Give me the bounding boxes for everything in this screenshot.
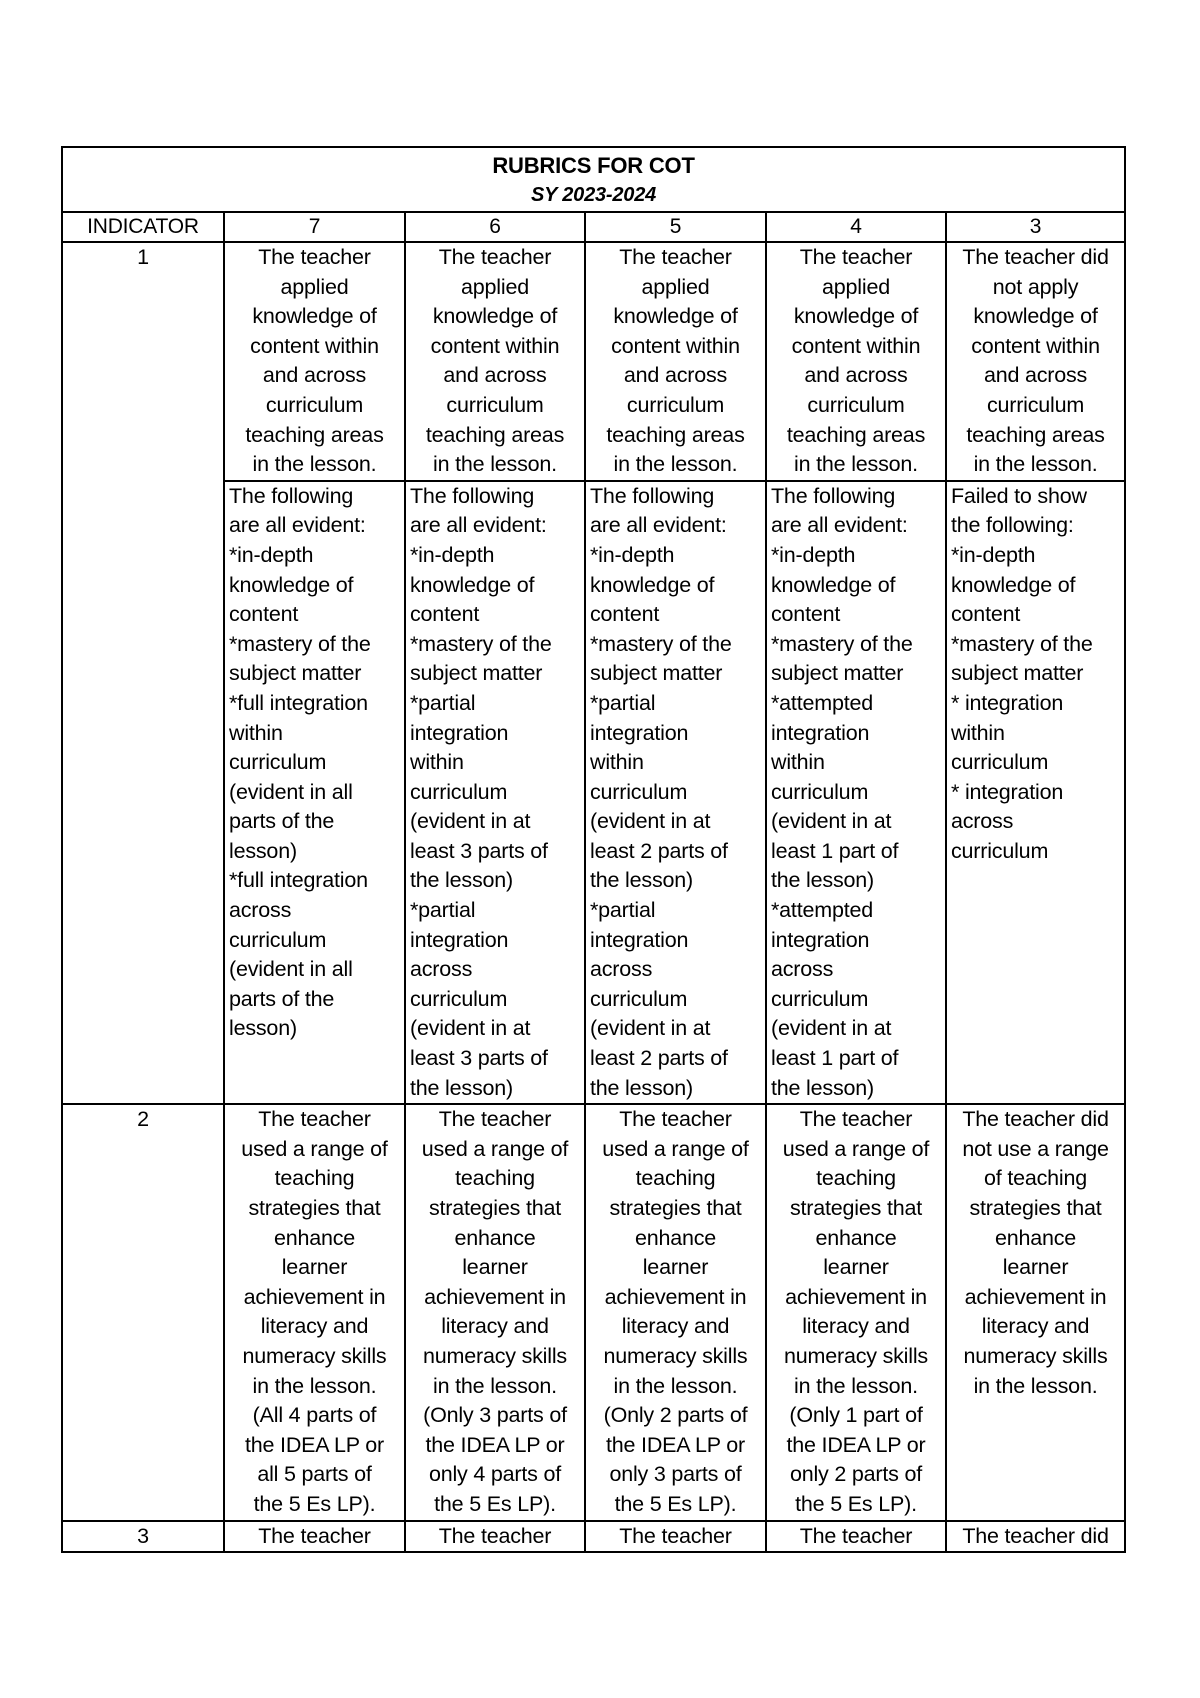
rubric-line: teaching areas [425,422,565,447]
rubric-title: RUBRICS FOR COT [492,153,695,178]
rubric-line: strategies that [969,1196,1102,1220]
title-row [62,147,1125,212]
rubric-line: integration [410,927,509,952]
rubric-cell [224,1521,405,1553]
rubric-line: curriculum [229,927,327,952]
rubric-line: teaching [274,1166,355,1191]
rubric-line: knowledge of [973,304,1098,329]
rubric-cell [405,242,585,481]
rubric-line: not use a range [962,1136,1109,1161]
rubric-line: content within [611,333,740,358]
rubric-cell [585,242,766,481]
rubric-line: knowledge of [229,572,354,597]
rubric-line: the IDEA LP or [244,1432,385,1457]
rubric-line: * integration [951,690,1064,715]
rubric-line: only 3 parts of [609,1462,742,1487]
rubric-line: the lesson) [771,1075,874,1100]
rubric-line: (evident in at [410,809,531,834]
rubric-line: *partial [410,690,476,715]
rubric-line: across [410,957,473,982]
rubric-line: subject matter [229,661,362,686]
rubric-cell [766,1104,946,1520]
rubric-line: the lesson) [410,868,513,893]
rubric-line: the following: [951,513,1074,538]
indicator-3-label: 3 [62,1521,224,1553]
rubric-line: least 1 part of [771,838,899,863]
indicator-1-label: 1 [62,242,224,1104]
rubric-line: curriculum [807,392,905,417]
rubric-line: *mastery of the [951,631,1093,656]
rubric-line: subject matter [951,661,1084,686]
rubric-line: in the lesson. [613,452,738,477]
rubric-cell [766,1521,946,1553]
rubric-line: subject matter [771,661,904,686]
rubric-line: least 2 parts of [590,1046,728,1071]
rubric-line: the lesson) [590,868,693,893]
rubric-line: content within [430,333,560,358]
rubric-line: The teacher [258,245,371,269]
rubric-line: in the lesson. [794,1373,918,1398]
rubric-line: teaching [816,1166,896,1191]
rubric-line: integration [410,720,509,745]
rubric-line: learner [1002,1255,1069,1280]
rubric-line: applied [280,274,349,299]
rubric-line: strategies that [428,1196,562,1220]
rubric-line: the lesson) [771,868,874,893]
rubric-line: within [410,750,464,775]
rubric-line: teaching areas [245,422,384,447]
rubric-cell [405,481,585,1104]
rubric-line: The teacher [799,245,913,269]
rubric-line: *partial [590,690,656,715]
rubric-line: knowledge of [793,304,919,329]
rubric-line: the IDEA LP or [786,1432,926,1457]
rubric-line: knowledge of [771,572,896,597]
rubric-line: The teacher [799,1107,913,1132]
header-score-3: 3 [946,212,1125,242]
rubric-line: The teacher [619,1107,732,1132]
rubric-line: all 5 parts of [257,1462,372,1487]
rubric-line: *in-depth [229,542,314,567]
rubric-line: The following [590,483,715,508]
rubric-line: *partial [410,898,476,923]
rubric-line: literacy and [441,1314,549,1339]
rubric-cell [224,1104,405,1520]
rubric-line: the IDEA LP or [605,1432,746,1457]
indicator-2-label: 2 [62,1104,224,1520]
rubric-line: knowledge of [410,572,535,597]
rubric-line: *in-depth [951,542,1036,567]
rubric-line: (evident in at [410,1016,531,1041]
rubric-cell [405,1521,585,1553]
rubric-line: least 3 parts of [410,838,548,863]
rubric-line: across [771,957,834,982]
rubric-line: teaching [635,1166,716,1191]
rubric-line: enhance [454,1225,536,1250]
indicator-2-row [62,1104,1125,1520]
rubric-line: the 5 Es LP). [434,1491,556,1516]
rubric-line: across [229,898,292,923]
rubric-line: *in-depth [410,542,495,567]
rubric-line: curriculum [590,779,688,804]
rubric-cell [224,242,405,481]
rubric-line: achievement in [424,1284,566,1309]
rubric-line: the 5 Es LP). [253,1491,376,1516]
rubric-line: within [771,750,825,775]
rubric-line: The following [771,483,896,508]
rubric-cell [585,1104,766,1520]
rubric-line: knowledge of [590,572,715,597]
rubric-line: curriculum [410,779,508,804]
rubric-line: are all evident: [229,513,366,538]
indicator-1-row-a [62,242,1125,481]
rubric-line: integration [590,927,689,952]
rubric-line: used a range of [782,1136,930,1161]
rubric-line: The teacher [619,245,732,269]
rubric-line: strategies that [609,1196,742,1220]
rubric-line: (All 4 parts of [252,1403,377,1428]
rubric-line: The teacher [258,1107,371,1132]
rubric-line: within [590,750,644,775]
rubric-line: in the lesson. [252,1373,377,1398]
rubric-line: The teacher [438,245,552,269]
rubric-line: The teacher [438,1107,552,1132]
rubric-line: used a range of [241,1136,388,1161]
rubric-line: subject matter [590,661,723,686]
rubric-line: least 1 part of [771,1046,899,1071]
rubric-line: numeracy skills [784,1343,928,1368]
rubric-line: achievement in [964,1284,1107,1309]
rubric-line: within [229,720,283,745]
rubric-line: curriculum [265,392,364,417]
rubric-line: subject matter [410,661,543,686]
rubric-line: *attempted [771,690,873,715]
rubric-line: the 5 Es LP). [795,1491,917,1516]
rubric-line: The teacher did [962,245,1109,269]
rubric-line: least 3 parts of [410,1046,548,1071]
rubric-line: parts of the [229,809,335,834]
rubric-line: enhance [994,1225,1077,1250]
rubric-line: (evident in all [229,957,353,982]
rubric-line: are all evident: [771,513,908,538]
rubric-line: The teacher [619,1523,732,1548]
rubric-line: *full integration [229,690,368,715]
header-indicator: INDICATOR [62,212,224,242]
rubric-line: curriculum [590,986,688,1011]
rubric-line: lesson) [229,1016,297,1041]
rubric-line: teaching areas [786,422,926,447]
rubric-line: content [951,602,1021,627]
rubric-line: (evident in all [229,779,353,804]
rubric-line: numeracy skills [963,1343,1108,1368]
rubric-line: used a range of [602,1136,749,1161]
rubric-line: *attempted [771,898,873,923]
rubric-line: Failed to show [951,483,1087,508]
rubric-line: and across [262,363,367,388]
rubric-line: across [951,809,1014,834]
rubric-line: content [590,602,660,627]
rubric-line: curriculum [410,986,508,1011]
rubric-line: integration [771,927,870,952]
rubric-cell [946,242,1125,481]
rubric-line: in the lesson. [433,1373,557,1398]
rubric-line: *mastery of the [410,631,552,656]
rubric-line: The teacher [799,1523,913,1548]
rubric-line: knowledge of [432,304,558,329]
rubric-line: applied [461,274,529,299]
rubric-line: content within [791,333,921,358]
rubric-cell [405,1104,585,1520]
rubric-line: The teacher [438,1523,552,1548]
rubric-cell [585,1521,766,1553]
rubric-line: learner [823,1255,889,1280]
title-cell [62,147,1125,212]
rubric-line: curriculum [951,838,1049,863]
rubric-line: content [771,602,841,627]
rubric-line: *mastery of the [590,631,732,656]
rubric-line: not apply [992,274,1079,299]
rubric-line: (Only 2 parts of [603,1403,748,1428]
rubric-line: least 2 parts of [590,838,728,863]
rubric-line: curriculum [986,392,1085,417]
rubric-line: are all evident: [410,513,547,538]
rubric-line: *in-depth [771,542,856,567]
indicator-3-row [62,1521,1125,1553]
rubric-line: (evident in at [590,809,711,834]
rubric-line: curriculum [446,392,544,417]
rubric-line: curriculum [771,779,869,804]
rubric-line: *full integration [229,868,368,893]
rubric-line: and across [804,363,908,388]
rubric-line: *in-depth [590,542,675,567]
rubric-cell [224,481,405,1104]
rubric-line: in the lesson. [252,452,377,477]
header-score-4: 4 [766,212,946,242]
rubric-line: strategies that [789,1196,923,1220]
rubric-line: literacy and [621,1314,730,1339]
rubric-line: in the lesson. [613,1373,738,1398]
header-score-5: 5 [585,212,766,242]
rubric-line: numeracy skills [603,1343,748,1368]
rubric-cell [585,481,766,1104]
rubric-line: *mastery of the [229,631,371,656]
rubric-line: curriculum [229,750,327,775]
rubric-line: are all evident: [590,513,727,538]
header-score-7: 7 [224,212,405,242]
rubric-line: learner [642,1255,709,1280]
rubric-line: curriculum [951,750,1049,775]
rubric-line: (Only 3 parts of [423,1403,567,1428]
rubric-line: content within [250,333,379,358]
rubric-cell [766,481,946,1104]
rubric-line: (evident in at [771,809,892,834]
rubric-line: The following [229,483,354,508]
rubric-line: enhance [634,1225,717,1250]
rubric-line: in the lesson. [433,452,557,477]
rubric-line: integration [590,720,689,745]
rubric-line: literacy and [260,1314,369,1339]
rubric-line: knowledge of [252,304,377,329]
rubric-line: and across [623,363,728,388]
rubric-line: the lesson) [410,1075,513,1100]
rubric-cell [946,1104,1125,1520]
rubric-line: The following [410,483,535,508]
rubric-line: enhance [815,1225,897,1250]
rubric-line: achievement in [785,1284,927,1309]
rubric-cell [946,481,1125,1104]
rubric-line: content within [971,333,1100,358]
rubric-line: curriculum [626,392,725,417]
rubric-line: knowledge of [613,304,738,329]
rubric-line: within [951,720,1005,745]
rubric-line: in the lesson. [973,452,1098,477]
rubric-line: teaching areas [606,422,745,447]
rubric-line: the lesson) [590,1075,693,1100]
rubric-line: content [410,602,480,627]
rubric-line: the 5 Es LP). [614,1491,737,1516]
rubric-line: content [229,602,299,627]
rubric-line: enhance [273,1225,356,1250]
rubric-line: of teaching [984,1166,1088,1191]
school-year: SY 2023-2024 [530,184,657,206]
rubric-line: The teacher [258,1523,371,1548]
rubric-line: applied [641,274,710,299]
rubric-line: achievement in [604,1284,747,1309]
rubric-line: used a range of [421,1136,569,1161]
rubric-line: only 4 parts of [428,1462,562,1487]
rubric-line: knowledge of [951,572,1076,597]
rubric-line: teaching [455,1166,535,1191]
rubric-line: * integration [951,779,1064,804]
rubric-line: parts of the [229,986,335,1011]
rubric-line: literacy and [981,1314,1090,1339]
rubric-line: (evident in at [771,1016,892,1041]
rubric-cell [946,1521,1125,1553]
rubric-line: teaching areas [966,422,1105,447]
header-score-6: 6 [405,212,585,242]
rubric-line: strategies that [248,1196,381,1220]
rubric-line: (Only 1 part of [789,1403,923,1428]
rubric-line: curriculum [771,986,869,1011]
rubric-line: only 2 parts of [789,1462,923,1487]
rubric-line: across [590,957,653,982]
rubric-cell [766,242,946,481]
rubric-line: *partial [590,898,656,923]
rubric-line: numeracy skills [242,1343,387,1368]
rubric-line: *mastery of the [771,631,913,656]
rubric-line: literacy and [802,1314,910,1339]
rubric-line: and across [443,363,547,388]
rubric-line: The teacher did [962,1523,1109,1548]
rubric-line: and across [983,363,1088,388]
rubric-line: The teacher did [962,1107,1109,1132]
rubric-line: achievement in [243,1284,386,1309]
rubric-line: the IDEA LP or [425,1432,565,1457]
rubric-line: lesson) [229,838,297,863]
rubric-line: integration [771,720,870,745]
rubric-line: in the lesson. [794,452,918,477]
rubric-line: learner [462,1255,528,1280]
rubric-line: (evident in at [590,1016,711,1041]
rubric-line: applied [822,274,890,299]
rubric-line: in the lesson. [973,1373,1098,1398]
rubric-table [61,146,1126,1553]
rubric-line: numeracy skills [423,1343,567,1368]
rubric-line: learner [281,1255,348,1280]
header-row [62,212,1125,242]
